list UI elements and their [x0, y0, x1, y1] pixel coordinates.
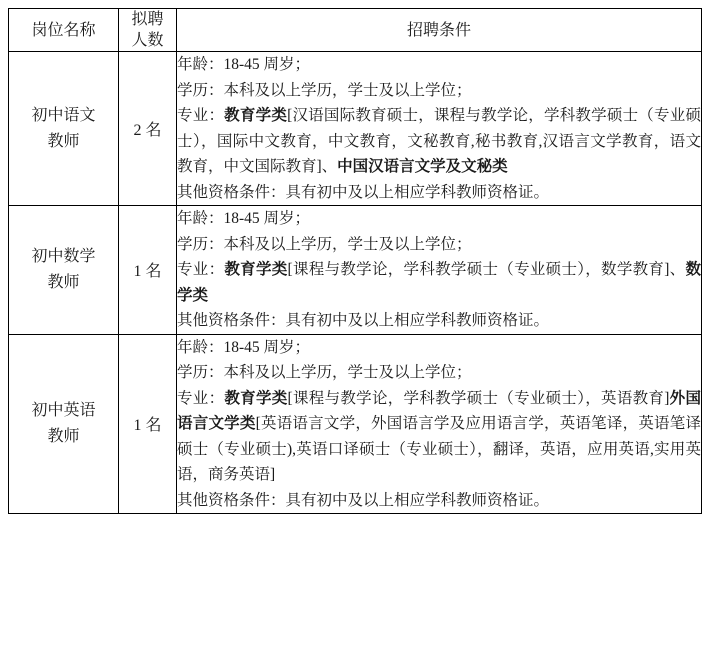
major-category-2: 数学类	[177, 261, 701, 304]
conditions-cell	[177, 52, 702, 206]
major-detail-2: [英语语言文学，外国语言学及应用语言学，英语笔译，英语笔译硕士（专业硕士),英语口译硕士（专业硕士），翻译，英语，应用英语,实用英语，商务英语]	[177, 415, 701, 483]
condition-major	[177, 257, 701, 308]
major-category-2: 中国汉语言文学及文秘类	[337, 158, 508, 175]
condition-other: 其他资格条件：具有初中及以上相应学科教师资格证。	[177, 183, 550, 201]
table-header-row	[9, 9, 702, 52]
post-name-cell	[9, 206, 119, 335]
condition-education: 学历：本科及以上学历，学士及以上学位；	[177, 235, 472, 253]
condition-age: 年龄：18-45 周岁；	[177, 210, 311, 227]
condition-other: 其他资格条件：具有初中及以上相应学科教师资格证。	[177, 491, 550, 509]
major-category-1: 教育学类	[224, 107, 288, 124]
header-number-line2: 人数	[131, 32, 164, 49]
header-number-line1: 拟聘	[131, 11, 164, 28]
major-category-2: 外国语言文学类	[177, 389, 701, 432]
condition-major	[177, 386, 701, 488]
post-name-line2: 教师	[47, 427, 80, 445]
post-count-cell: 1 名	[119, 206, 177, 335]
table-row	[9, 334, 702, 514]
post-count-cell: 2 名	[119, 52, 177, 206]
conditions-cell	[177, 334, 702, 514]
header-number	[119, 9, 177, 52]
header-post: 岗位名称	[9, 9, 119, 52]
major-detail-1: [汉语国际教育硕士，课程与教学论，学科教学硕士（专业硕士），国际中文教育，中文教育，文秘教育,秘书教育,汉语言文学教育，语文教育，中文国际教育]、	[177, 107, 701, 175]
condition-age: 年龄：18-45 周岁；	[177, 338, 311, 356]
table-row	[9, 52, 702, 206]
post-name-cell	[9, 52, 119, 206]
major-category-1: 教育学类	[224, 261, 288, 278]
condition-other: 其他资格条件：具有初中及以上相应学科教师资格证。	[177, 312, 550, 329]
major-prefix: 专业：	[177, 261, 225, 278]
conditions-cell	[177, 206, 702, 335]
recruitment-table	[8, 8, 702, 514]
post-name-line2: 教师	[47, 273, 80, 291]
major-detail-1: [课程与教学论，学科教学硕士（专业硕士），数学教育]、	[287, 261, 686, 278]
post-name-cell	[9, 334, 119, 514]
condition-education: 学历：本科及以上学历，学士及以上学位；	[177, 81, 472, 99]
major-category-1: 教育学类	[224, 389, 288, 407]
post-name-line1: 初中数学	[31, 247, 96, 265]
major-detail-1: [课程与教学论，学科教学硕士（专业硕士），英语教育]	[287, 389, 670, 407]
post-name-line1: 初中英语	[31, 401, 96, 419]
condition-education: 学历：本科及以上学历，学士及以上学位；	[177, 364, 472, 381]
post-name-line1: 初中语文	[31, 106, 96, 124]
condition-major	[177, 103, 701, 180]
condition-age: 年龄：18-45 周岁；	[177, 56, 311, 73]
major-prefix: 专业：	[177, 389, 225, 407]
table-row	[9, 206, 702, 335]
major-prefix: 专业：	[177, 107, 225, 124]
post-name-line2: 教师	[47, 132, 80, 150]
header-conditions: 招聘条件	[177, 9, 702, 52]
post-count-cell: 1 名	[119, 334, 177, 514]
